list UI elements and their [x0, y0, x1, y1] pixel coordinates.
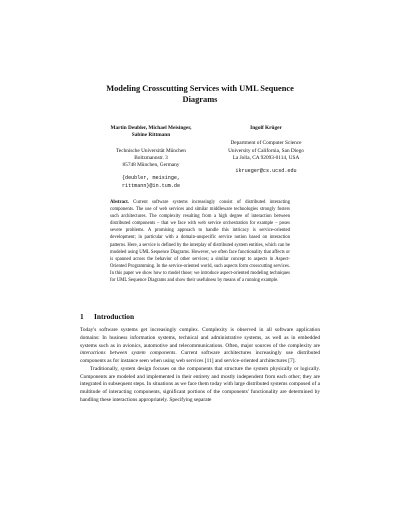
abstract: [110, 199, 290, 284]
affiliation-line: Technische Universität München: [116, 147, 186, 154]
paragraph-text: . Current software architectures increasingly use distributed components as for instance seen when using web services [11] and service-oriented architectures [7].: [80, 350, 320, 364]
affiliation-line: Department of Computer Science: [230, 140, 302, 147]
paragraph-text: Today's software systems get increasingly complex. Complexity is observed in all software application domains: In business information systems, technical and administrative systems, as well as in embedded systems such as in avionics, automotive and telecommunications. Often, major sources of the complexity are: [80, 327, 320, 349]
email-line: {deubler, meisinge,: [121, 175, 181, 182]
paper-title: Modeling Crosscutting Services with UML Sequence Diagrams: [106, 84, 294, 104]
section-number: 1: [80, 312, 84, 321]
author-column-tum: [92, 125, 210, 190]
author-names: [92, 125, 210, 140]
author-column-ucsd: [216, 125, 316, 175]
author-names-line: Ingolf Krüger: [250, 125, 282, 131]
emphasis-text: interactions between system components: [80, 350, 176, 357]
paragraph: [80, 327, 320, 366]
section-title: Introduction: [94, 312, 135, 321]
author-names-line: Martin Deubler, Michael Meisinger,: [110, 125, 192, 131]
email-line: rittmann}@in.tum.de: [121, 182, 181, 189]
paragraph: Traditionally, system design focuses on the components that structure the system physically or logically. Components are modeled and implemented in their entirety and mostly independent from each other; they are integrated in subsequent steps. In situations as we face them today with large distributed systems composed of a multitude of interacting components, significant portions of the components' functionality are determined by handling these interactions appropriately. Specifying separate: [80, 365, 320, 403]
section-heading: [80, 312, 320, 321]
abstract-text: Current software systems increasingly consist of distributed interacting components. The use of web services and similar middleware technologies strongly fosters such architectures. The complexity resulting from a high degree of interaction between distributed components – that we face with web service orchestration for example – poses severe problems. A promising approach to handle this intricacy is service-oriented development; in particular with a domain-unspecific service notion based on interaction patterns. Here, a service is defined by the interplay of distributed system entities, which can be modeled using UML Sequence Diagrams. However, we often face functionality that affects or is spanned across the behavior of other services; a similar concept to aspects in Aspect-Oriented Programming. In the service-oriented world, such aspects form crosscutting services. In this paper we show how to model those; we introduce aspect-oriented modeling techniques for UML Sequence Diagrams and show their usefulness by means of a running example.: [110, 200, 290, 284]
email-line: ikrueger@cs.ucsd.edu: [235, 168, 297, 175]
affiliation-line: La Jolla, CA 92093-0114, USA: [232, 154, 300, 161]
abstract-label: Abstract.: [110, 200, 129, 205]
affiliation-line: Boltzmannstr. 3: [134, 154, 168, 161]
affiliation-line: University of California, San Diego: [228, 147, 304, 154]
body-text: [80, 327, 320, 405]
author-names: [216, 125, 316, 132]
author-names-line: Sabine Rittmann: [131, 132, 171, 139]
affiliation-line: 85748 München, Germany: [122, 162, 180, 169]
